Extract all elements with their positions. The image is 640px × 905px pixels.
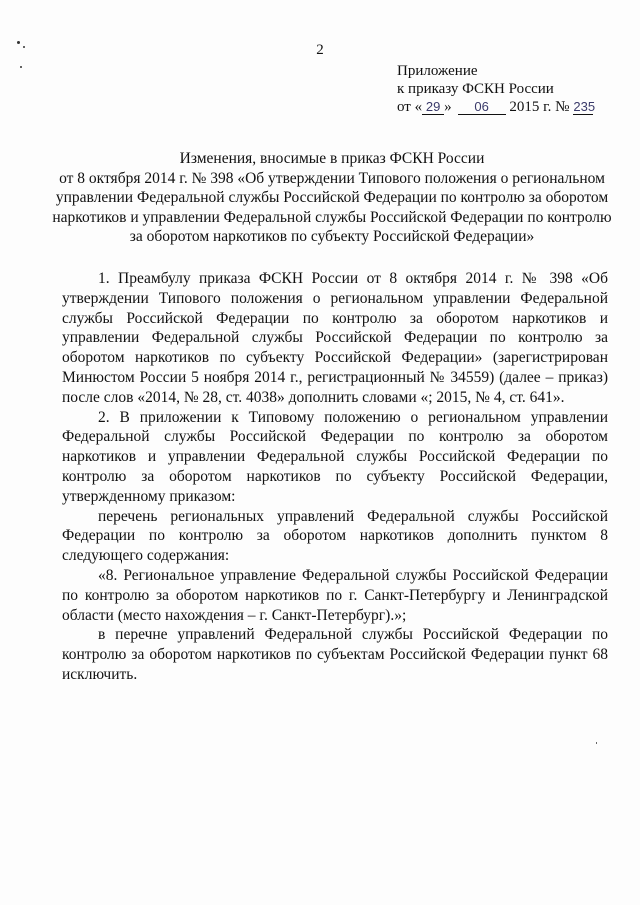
date-close-quote: » (444, 99, 452, 115)
appendix-date-line (397, 98, 596, 116)
date-prefix: от « (397, 99, 423, 115)
paragraph-5: в перечне управлений Федеральной службы Российской Федерации по контролю за оборотом наркотиков по субъектам Российской Федерации пункт 68 исключить. (62, 626, 608, 683)
page-number: 2 (316, 42, 324, 58)
appendix-order-ref: к приказу ФСКН России (397, 81, 554, 97)
handwritten-order-number: 235 (573, 99, 596, 114)
appendix-header (397, 62, 596, 116)
appendix-label: Приложение (397, 63, 478, 79)
paragraph-3: перечень региональных управлений Федеральной службы Российской Федерации по контролю за оборотом наркотиков дополнить пунктом 8 следующего содержания: (62, 507, 608, 565)
date-year-text: 2015 г. № (509, 99, 570, 115)
paragraph-1: 1. Преамбулу приказа ФСКН России от 8 октября 2014 г. № 398 «Об утверждении Типового положения о региональном управлении Федеральной службы Российской Федерации по контролю за оборотом наркотиков и управлении Федеральной службы Российской Федерации по контролю за оборотом наркотиков по субъекту Российской Федерации» (зарегистрирован Минюстом России 5 ноября 2014 г., регистрационный № 34559) (далее – приказ) после слов «2014, № 28, ст. 4038» дополнить словами «; 2015, № 4, ст. 641». (62, 270, 608, 406)
document-title (52, 149, 612, 247)
title-line-1: Изменения, вносимые в приказ ФСКН России (179, 150, 485, 167)
title-line-2: от 8 октября 2014 г. № 398 «Об утверждении Типового положения о региональном управлении Федеральной службы Российской Федерации по контролю за оборотом наркотиков и управлении Федеральной службы Российской Федерации по контролю за оборотом наркотиков по субъекту Российской Федерации» (52, 169, 612, 245)
document-body (62, 269, 608, 685)
handwritten-day: 29 (422, 99, 444, 115)
paragraph-2: 2. В приложении к Типовому положению о региональном управлении Федеральной службы Российской Федерации по контролю за оборотом наркотиков и управлении Федеральной службы Российской Федерации по контролю за оборотом наркотиков по субъекту Российской Федерации, утвержденному приказом: (62, 408, 608, 505)
paragraph-4: «8. Региональное управление Федеральной службы Российской Федерации по контролю за оборотом наркотиков по г. Санкт-Петербургу и Ленинградской области (место нахождения – г. Санкт-Петербург).»; (62, 566, 608, 624)
handwritten-month: 06 (458, 99, 506, 115)
